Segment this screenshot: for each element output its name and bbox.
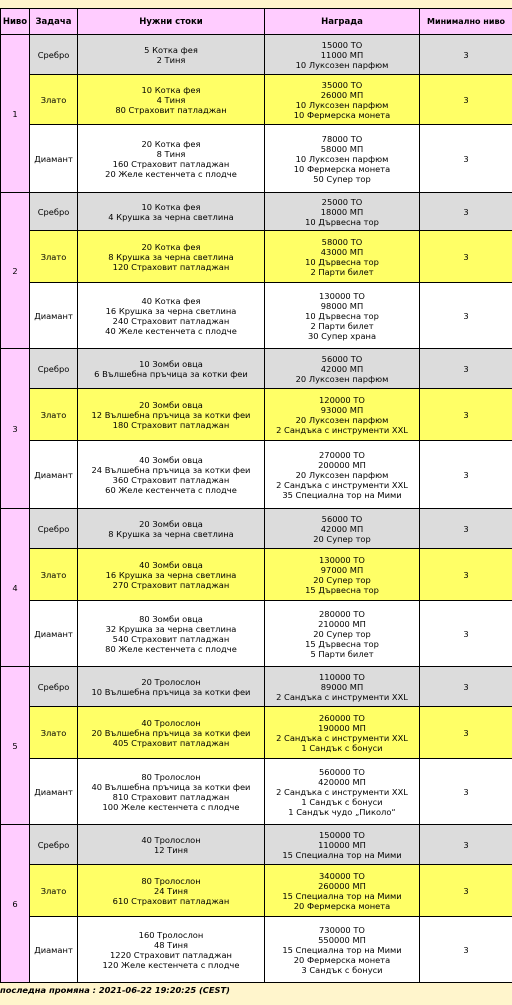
- items-cell: [78, 349, 265, 389]
- items-cell: [78, 35, 265, 75]
- reward-line: 10 Луксозен парфюм: [295, 99, 389, 110]
- reward-line: 2 Сандъка с инструменти XXL: [276, 732, 408, 743]
- item-line: 120 Желе кестенчета с плодче: [102, 959, 240, 970]
- reward-cell: [265, 35, 420, 75]
- item-line: 810 Страховит патладжан: [112, 791, 230, 802]
- item-line: 8 Крушка за черна светлина: [108, 528, 234, 539]
- item-line: 40 Вълшебна пръчица за котки феи: [91, 781, 251, 792]
- item-line: 40 Желе кестенчета с плодче: [105, 325, 237, 336]
- reward-line: 20 Фермерска монета: [293, 900, 391, 911]
- reward-line: 30 Супер храна: [307, 330, 377, 341]
- reward-line: 730000 ТО: [319, 924, 365, 935]
- reward-cell: [265, 441, 420, 509]
- header-reward: Награда: [265, 9, 420, 35]
- items-cell: [78, 283, 265, 349]
- reward-cell: [265, 231, 420, 283]
- reward-line: 18000 МП: [320, 206, 364, 217]
- reward-line: 58000 МП: [320, 143, 364, 154]
- reward-line: 550000 МП: [318, 934, 366, 945]
- min-level-cell: 3: [420, 349, 512, 389]
- item-line: 540 Страховит патладжан: [112, 633, 230, 644]
- reward-line: 15 Специална тор на Мими: [282, 944, 402, 955]
- reward-cell: [265, 917, 420, 983]
- table-row: [1, 825, 512, 865]
- level-cell: 5: [1, 667, 30, 825]
- items-cell: [78, 825, 265, 865]
- reward-line: 15000 ТО: [321, 39, 363, 50]
- reward-line: 20 Супер тор: [313, 574, 371, 585]
- reward-line: 26000 МП: [320, 89, 364, 100]
- item-line: 20 Вълшебна пръчица за котки феи: [91, 727, 251, 738]
- table-row: [1, 75, 512, 125]
- item-line: 4 Тиня: [156, 94, 186, 105]
- min-level-cell: 3: [420, 917, 512, 983]
- items-cell: [78, 667, 265, 707]
- min-level-cell: 3: [420, 231, 512, 283]
- reward-line: 280000 ТО: [319, 608, 365, 619]
- reward-line: 200000 МП: [318, 459, 366, 470]
- reward-line: 78000 ТО: [321, 133, 363, 144]
- table-row: [1, 549, 512, 601]
- reward-line: 1 Сандък с бонуси: [301, 796, 383, 807]
- reward-line: 560000 ТО: [319, 766, 365, 777]
- header-items: Нужни стоки: [78, 9, 265, 35]
- item-line: 240 Страховит патладжан: [112, 315, 230, 326]
- quest-table-body: [1, 35, 512, 983]
- task-cell: Злато: [30, 865, 78, 917]
- reward-line: 2 Парти билет: [310, 266, 374, 277]
- items-cell: [78, 193, 265, 231]
- item-line: 48 Тиня: [153, 939, 189, 950]
- items-cell: [78, 865, 265, 917]
- task-cell: Диамант: [30, 759, 78, 825]
- item-line: 160 Тролослон: [138, 929, 204, 940]
- item-line: 40 Зомби овца: [139, 454, 203, 465]
- reward-line: 130000 ТО: [319, 554, 365, 565]
- reward-cell: [265, 759, 420, 825]
- item-line: 180 Страховит патладжан: [112, 419, 230, 430]
- header-task: Задача: [30, 9, 78, 35]
- reward-line: 10 Фермерска монета: [293, 163, 391, 174]
- item-line: 80 Желе кестенчета с плодче: [105, 643, 237, 654]
- item-line: 80 Зомби овца: [139, 613, 203, 624]
- item-line: 10 Котка фея: [141, 84, 201, 95]
- table-row: [1, 441, 512, 509]
- item-line: 4 Крушка за черна светлина: [108, 211, 234, 222]
- header-min-level: Минимално ниво: [420, 9, 512, 35]
- table-row: [1, 759, 512, 825]
- task-cell: Диамант: [30, 441, 78, 509]
- min-level-cell: 3: [420, 441, 512, 509]
- reward-line: 1 Сандък с бонуси: [301, 742, 383, 753]
- item-line: 80 Тролослон: [141, 875, 201, 886]
- item-line: 610 Страховит патладжан: [112, 895, 230, 906]
- item-line: 80 Страховит патладжан: [115, 104, 227, 115]
- min-level-cell: 3: [420, 283, 512, 349]
- item-line: 40 Котка фея: [141, 295, 201, 306]
- task-cell: Злато: [30, 389, 78, 441]
- reward-line: 10 Дървесна тор: [305, 216, 379, 227]
- task-cell: Злато: [30, 75, 78, 125]
- reward-line: 3 Сандък с бонуси: [301, 964, 383, 975]
- table-row: [1, 193, 512, 231]
- reward-line: 10 Фермерска монета: [293, 109, 391, 120]
- reward-line: 35000 ТО: [321, 79, 363, 90]
- item-line: 32 Крушка за черна светлина: [105, 623, 237, 634]
- reward-line: 150000 ТО: [319, 829, 365, 840]
- min-level-cell: 3: [420, 125, 512, 193]
- table-row: [1, 35, 512, 75]
- task-cell: Злато: [30, 549, 78, 601]
- task-cell: Диамант: [30, 283, 78, 349]
- item-line: 40 Тролослон: [141, 834, 201, 845]
- item-line: 60 Желе кестенчета с плодче: [105, 484, 237, 495]
- reward-line: 15 Дървесна тор: [305, 638, 379, 649]
- reward-cell: [265, 667, 420, 707]
- reward-line: 2 Парти билет: [310, 320, 374, 331]
- reward-line: 10 Луксозен парфюм: [295, 153, 389, 164]
- min-level-cell: 3: [420, 35, 512, 75]
- reward-line: 2 Сандъка с инструменти XXL: [276, 691, 408, 702]
- level-cell: 2: [1, 193, 30, 349]
- reward-cell: [265, 825, 420, 865]
- reward-cell: [265, 509, 420, 549]
- reward-line: 1 Сандък чудо „Пиколо“: [288, 806, 396, 817]
- reward-line: 210000 МП: [318, 618, 366, 629]
- reward-line: 20 Луксозен парфюм: [295, 414, 389, 425]
- reward-cell: [265, 707, 420, 759]
- task-cell: Сребро: [30, 509, 78, 549]
- reward-line: 43000 МП: [320, 246, 364, 257]
- item-line: 80 Тролослон: [141, 771, 201, 782]
- reward-line: 15 Специална тор на Мими: [282, 849, 402, 860]
- item-line: 100 Желе кестенчета с плодче: [102, 801, 240, 812]
- task-cell: Диамант: [30, 601, 78, 667]
- min-level-cell: 3: [420, 759, 512, 825]
- item-line: 20 Зомби овца: [139, 518, 203, 529]
- items-cell: [78, 759, 265, 825]
- reward-line: 340000 ТО: [319, 870, 365, 881]
- reward-cell: [265, 193, 420, 231]
- reward-line: 35 Специална тор на Мими: [282, 489, 402, 500]
- min-level-cell: 3: [420, 865, 512, 917]
- reward-line: 2 Сандъка с инструменти XXL: [276, 479, 408, 490]
- items-cell: [78, 441, 265, 509]
- reward-line: 20 Супер тор: [313, 533, 371, 544]
- reward-line: 25000 ТО: [321, 196, 363, 207]
- item-line: 12 Тиня: [153, 844, 189, 855]
- task-cell: Сребро: [30, 349, 78, 389]
- reward-line: 260000 ТО: [319, 712, 365, 723]
- table-row: [1, 509, 512, 549]
- item-line: 16 Крушка за черна светлина: [105, 305, 237, 316]
- task-cell: Диамант: [30, 917, 78, 983]
- item-line: 24 Вълшебна пръчица за котки феи: [91, 464, 251, 475]
- reward-cell: [265, 549, 420, 601]
- min-level-cell: 3: [420, 601, 512, 667]
- task-cell: Сребро: [30, 667, 78, 707]
- level-cell: 1: [1, 35, 30, 193]
- table-row: [1, 389, 512, 441]
- item-line: 20 Котка фея: [141, 138, 201, 149]
- reward-line: 2 Сандъка с инструменти XXL: [276, 786, 408, 797]
- reward-line: 260000 МП: [318, 880, 366, 891]
- level-cell: 3: [1, 349, 30, 509]
- item-line: 8 Тиня: [156, 148, 186, 159]
- reward-line: 130000 ТО: [319, 290, 365, 301]
- min-level-cell: 3: [420, 825, 512, 865]
- reward-line: 56000 ТО: [321, 513, 363, 524]
- item-line: 20 Котка фея: [141, 241, 201, 252]
- item-line: 10 Вълшебна пръчица за котки феи: [91, 686, 251, 697]
- reward-line: 120000 ТО: [319, 394, 365, 405]
- item-line: 10 Зомби овца: [139, 358, 203, 369]
- reward-cell: [265, 125, 420, 193]
- last-modified: последна промяна : 2021-06-22 19:20:25 (CEST): [0, 985, 230, 995]
- item-line: 8 Крушка за черна светлина: [108, 251, 234, 262]
- quest-table: [0, 8, 512, 983]
- reward-line: 97000 МП: [320, 564, 364, 575]
- reward-line: 10 Дървесна тор: [305, 256, 379, 267]
- reward-cell: [265, 601, 420, 667]
- item-line: 120 Страховит патладжан: [112, 261, 230, 272]
- reward-line: 58000 ТО: [321, 236, 363, 247]
- reward-line: 190000 МП: [318, 722, 366, 733]
- reward-cell: [265, 389, 420, 441]
- item-line: 40 Тролослон: [141, 717, 201, 728]
- table-row: [1, 707, 512, 759]
- items-cell: [78, 75, 265, 125]
- item-line: 12 Вълшебна пръчица за котки феи: [91, 409, 251, 420]
- items-cell: [78, 707, 265, 759]
- table-row: [1, 349, 512, 389]
- task-cell: Сребро: [30, 825, 78, 865]
- task-cell: Злато: [30, 707, 78, 759]
- items-cell: [78, 125, 265, 193]
- items-cell: [78, 601, 265, 667]
- reward-line: 20 Фермерска монета: [293, 954, 391, 965]
- min-level-cell: 3: [420, 75, 512, 125]
- reward-line: 15 Специална тор на Мими: [282, 890, 402, 901]
- min-level-cell: 3: [420, 389, 512, 441]
- item-line: 160 Страховит патладжан: [112, 158, 230, 169]
- min-level-cell: 3: [420, 667, 512, 707]
- reward-cell: [265, 349, 420, 389]
- reward-line: 11000 МП: [320, 49, 364, 60]
- item-line: 20 Тролослон: [141, 676, 201, 687]
- items-cell: [78, 231, 265, 283]
- min-level-cell: 3: [420, 707, 512, 759]
- reward-line: 270000 ТО: [319, 449, 365, 460]
- item-line: 24 Тиня: [153, 885, 189, 896]
- items-cell: [78, 917, 265, 983]
- reward-line: 50 Супер тор: [313, 173, 371, 184]
- task-cell: Злато: [30, 231, 78, 283]
- reward-cell: [265, 283, 420, 349]
- min-level-cell: 3: [420, 193, 512, 231]
- reward-cell: [265, 75, 420, 125]
- header-level: Ниво: [1, 9, 30, 35]
- table-row: [1, 667, 512, 707]
- reward-line: 10 Дървесна тор: [305, 310, 379, 321]
- items-cell: [78, 389, 265, 441]
- item-line: 20 Желе кестенчета с плодче: [105, 168, 237, 179]
- task-cell: Сребро: [30, 35, 78, 75]
- reward-line: 98000 МП: [320, 300, 364, 311]
- reward-line: 93000 МП: [320, 404, 364, 415]
- level-cell: 4: [1, 509, 30, 667]
- min-level-cell: 3: [420, 549, 512, 601]
- reward-line: 15 Дървесна тор: [305, 584, 379, 595]
- table-row: [1, 865, 512, 917]
- min-level-cell: 3: [420, 509, 512, 549]
- item-line: 5 Котка фея: [144, 44, 198, 55]
- reward-line: 110000 МП: [318, 839, 366, 850]
- item-line: 40 Зомби овца: [139, 559, 203, 570]
- header-row: [1, 9, 512, 35]
- reward-line: 5 Парти билет: [310, 648, 374, 659]
- table-row: [1, 283, 512, 349]
- item-line: 270 Страховит патладжан: [112, 579, 230, 590]
- reward-line: 20 Луксозен парфюм: [295, 469, 389, 480]
- reward-line: 420000 МП: [318, 776, 366, 787]
- reward-line: 42000 МП: [320, 363, 364, 374]
- item-line: 20 Зомби овца: [139, 399, 203, 410]
- table-row: [1, 231, 512, 283]
- reward-line: 56000 ТО: [321, 353, 363, 364]
- task-cell: Сребро: [30, 193, 78, 231]
- item-line: 1220 Страховит патладжан: [110, 949, 232, 960]
- reward-line: 89000 МП: [320, 681, 364, 692]
- reward-cell: [265, 865, 420, 917]
- reward-line: 2 Сандъка с инструменти XXL: [276, 424, 408, 435]
- item-line: 10 Котка фея: [141, 201, 201, 212]
- table-row: [1, 917, 512, 983]
- reward-line: 10 Луксозен парфюм: [295, 59, 389, 70]
- level-cell: 6: [1, 825, 30, 983]
- task-cell: Диамант: [30, 125, 78, 193]
- item-line: 6 Вълшебна пръчица за котки феи: [94, 368, 248, 379]
- items-cell: [78, 509, 265, 549]
- table-row: [1, 601, 512, 667]
- reward-line: 20 Супер тор: [313, 628, 371, 639]
- item-line: 2 Тиня: [156, 54, 186, 65]
- table-row: [1, 125, 512, 193]
- item-line: 360 Страховит патладжан: [112, 474, 230, 485]
- reward-line: 110000 ТО: [319, 671, 365, 682]
- reward-line: 20 Луксозен парфюм: [295, 373, 389, 384]
- item-line: 16 Крушка за черна светлина: [105, 569, 237, 580]
- item-line: 405 Страховит патладжан: [112, 737, 230, 748]
- reward-line: 42000 МП: [320, 523, 364, 534]
- items-cell: [78, 549, 265, 601]
